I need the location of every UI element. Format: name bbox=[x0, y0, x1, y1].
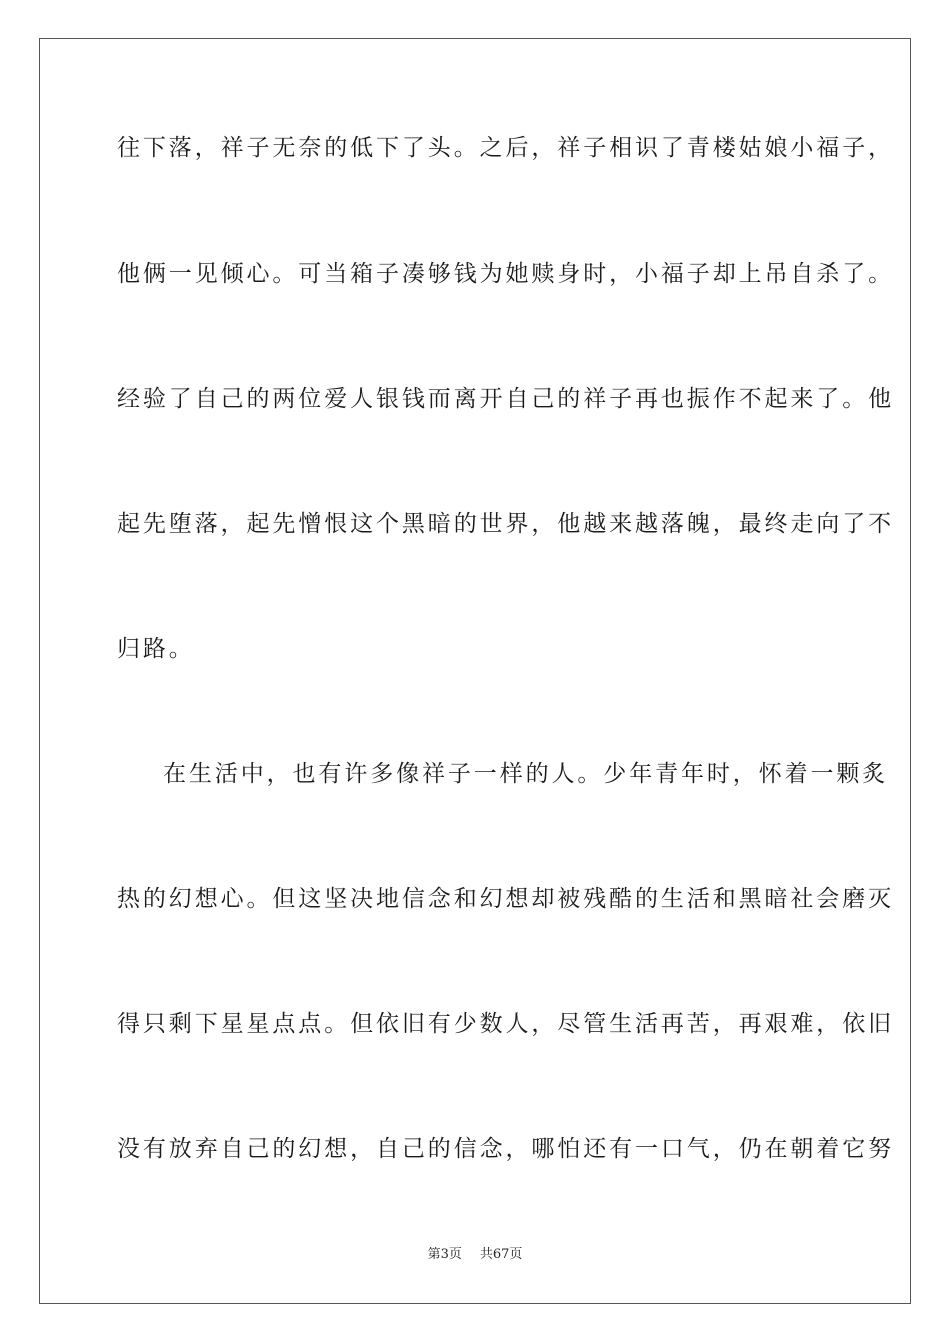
paragraph-line: 起先堕落，起先憎恨这个黑暗的世界，他越来越落魄，最终走向了不 bbox=[117, 511, 894, 537]
paragraph-line: 他俩一见倾心。可当箱子凑够钱为她赎身时，小福子却上吊自杀了。 bbox=[117, 261, 894, 287]
paragraph-line: 在生活中，也有许多像祥子一样的人。少年青年时，怀着一颗炙 bbox=[163, 761, 889, 787]
paragraph-line: 归路。 bbox=[117, 636, 195, 662]
page-frame bbox=[39, 38, 911, 1304]
paragraph-line: 往下落，祥子无奈的低下了头。之后，祥子相识了青楼姑娘小福子， bbox=[117, 135, 894, 161]
page-number: 第3页 bbox=[427, 1247, 462, 1262]
paragraph-line: 经验了自己的两位爱人银钱而离开自己的祥子再也振作不起来了。他 bbox=[117, 386, 894, 412]
paragraph-line: 热的幻想心。但这坚决地信念和幻想却被残酷的生活和黑暗社会磨灭 bbox=[117, 886, 894, 912]
paragraph-line: 得只剩下星星点点。但依旧有少数人，尽管生活再苦，再艰难，依旧 bbox=[117, 1011, 894, 1037]
paragraph-line: 没有放弃自己的幻想，自己的信念，哪怕还有一口气，仍在朝着它努 bbox=[117, 1136, 894, 1162]
page-total: 共67页 bbox=[479, 1247, 523, 1262]
page-footer bbox=[0, 1247, 950, 1263]
